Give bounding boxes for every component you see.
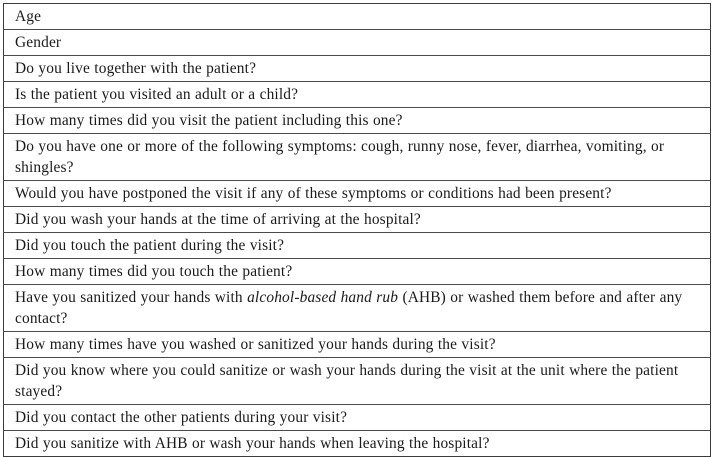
question-cell-touch-count — [4, 259, 711, 285]
table-row — [4, 134, 711, 181]
question-text: Did you touch the patient during the visit? — [15, 237, 285, 254]
question-text: How many times did you visit the patient including this one? — [15, 112, 403, 129]
question-text: Gender — [15, 34, 62, 51]
question-text: How many times did you touch the patient? — [15, 263, 293, 280]
question-cell-sanitize-on-leaving — [4, 431, 711, 457]
table-row — [4, 108, 711, 134]
question-text: Is the patient you visited an adult or a child? — [15, 86, 299, 103]
question-cell-contact-other-patients — [4, 405, 711, 431]
question-text: Do you live together with the patient? — [15, 60, 257, 77]
question-text: Did you know where you could sanitize or wash your hands during the visit at the unit where the patient stayed? — [15, 362, 679, 400]
table-row — [4, 30, 711, 56]
table-row — [4, 259, 711, 285]
question-cell-symptoms — [4, 134, 711, 181]
question-cell-know-where-sanitize — [4, 358, 711, 405]
emphasised-term: alcohol-based hand rub — [247, 289, 399, 306]
question-cell-sanitize-before-after — [4, 285, 711, 332]
question-cell-wash-count-during-visit — [4, 332, 711, 358]
question-cell-age — [4, 4, 711, 30]
question-text: Did you wash your hands at the time of arriving at the hospital? — [15, 211, 421, 228]
table-row — [4, 181, 711, 207]
questionnaire-table-body — [4, 4, 711, 457]
table-row — [4, 82, 711, 108]
table-row — [4, 405, 711, 431]
question-text: Would you have postponed the visit if any of these symptoms or conditions had been present? — [15, 185, 612, 202]
question-cell-postpone-visit — [4, 181, 711, 207]
table-row — [4, 207, 711, 233]
question-cell-visit-count — [4, 108, 711, 134]
questionnaire-table — [3, 3, 711, 457]
question-text: Did you sanitize with AHB or wash your hands when leaving the hospital? — [15, 435, 490, 452]
question-text: How many times have you washed or sanitized your hands during the visit? — [15, 336, 496, 353]
table-row — [4, 431, 711, 457]
question-text-segment: Have you sanitized your hands with — [15, 289, 248, 306]
table-row — [4, 332, 711, 358]
question-cell-wash-on-arrival — [4, 207, 711, 233]
table-row — [4, 4, 711, 30]
question-cell-gender — [4, 30, 711, 56]
question-cell-live-together — [4, 56, 711, 82]
question-cell-adult-or-child — [4, 82, 711, 108]
question-text: Age — [15, 8, 42, 25]
question-text: Do you have one or more of the following symptoms: cough, runny nose, fever, diarrhea, vomiting, or shingles? — [15, 138, 665, 176]
question-cell-touch-patient — [4, 233, 711, 259]
table-row — [4, 358, 711, 405]
question-text: Did you contact the other patients during your visit? — [15, 409, 348, 426]
question-text-segment: (AHB) or washed them before and after any contact? — [15, 289, 683, 327]
table-row — [4, 233, 711, 259]
table-row — [4, 285, 711, 332]
table-row — [4, 56, 711, 82]
